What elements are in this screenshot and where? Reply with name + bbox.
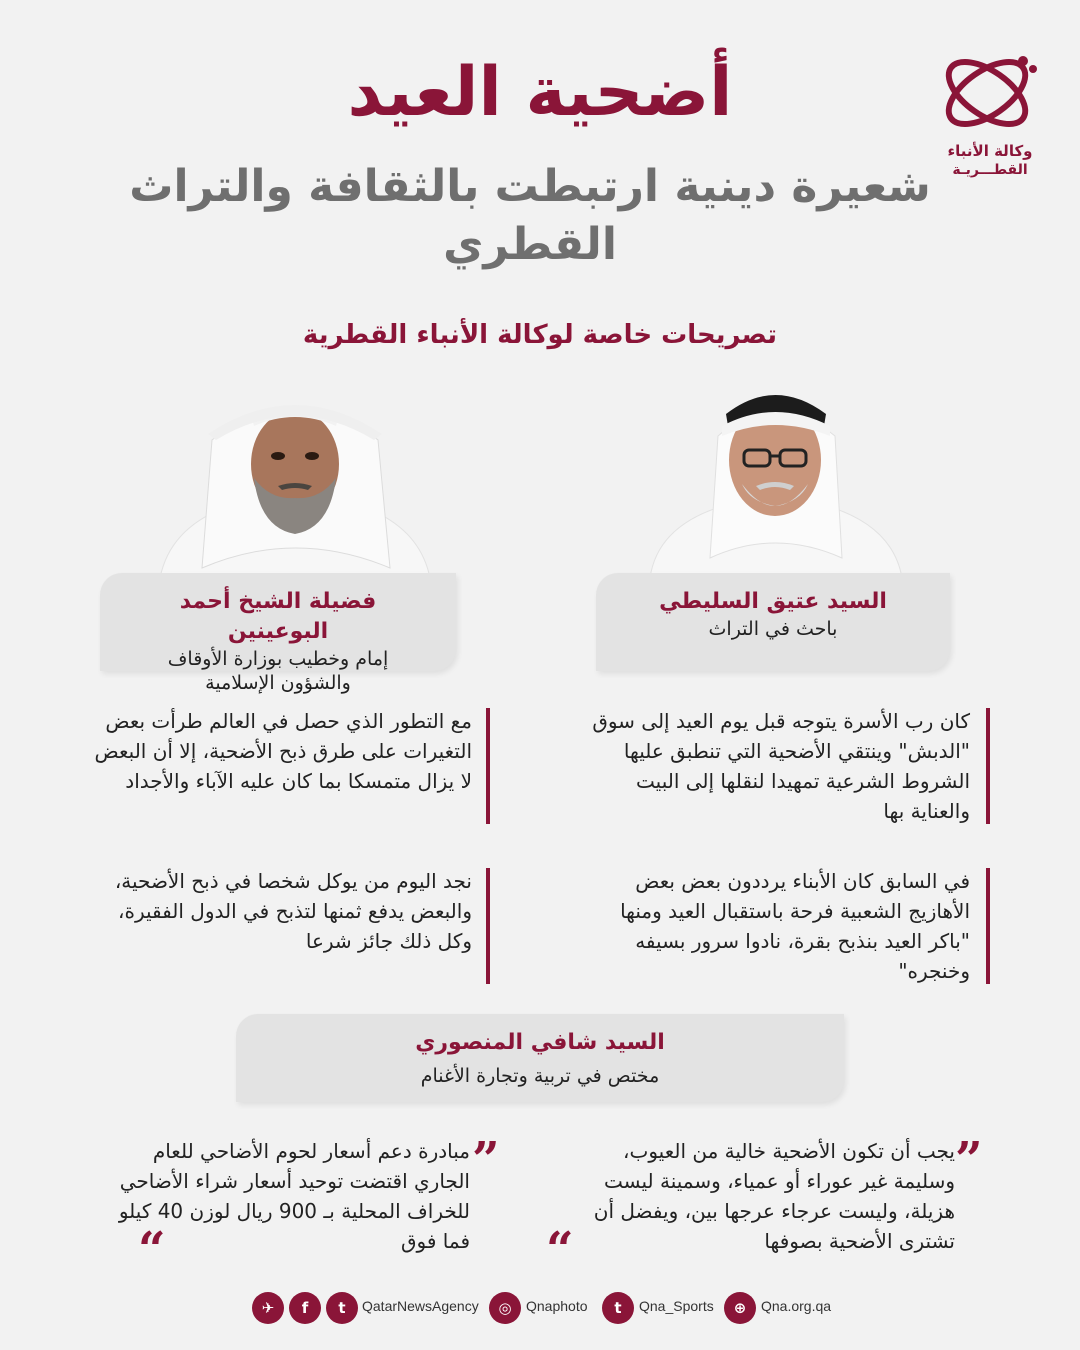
- quote-close-mark: “: [138, 1222, 166, 1278]
- section-label: تصريحات خاصة لوكالة الأنباء القطرية: [302, 320, 778, 350]
- quote-bar: [986, 868, 990, 984]
- speaker-name: فضيلة الشيخ أحمد البوعينين: [179, 589, 377, 644]
- speaker-role: إمام وخطيب بوزارة الأوقاف والشؤون الإسلامية: [167, 648, 389, 694]
- telegram-icon[interactable]: ✈: [252, 1292, 284, 1324]
- quote-bar: [486, 868, 490, 984]
- twitter-icon[interactable]: t: [602, 1292, 634, 1324]
- footer: [0, 1288, 1080, 1328]
- quote-left-1: مع التطور الذي حصل في العالم طرأت بعض التغيرات على طرق ذبح الأضحية، إلا أن البعض لا يزال متمسكا بما كان عليه الآباء والأجداد: [94, 709, 472, 793]
- quote-bar: [486, 708, 490, 824]
- instagram-icon[interactable]: ◎: [489, 1292, 521, 1324]
- logo-line-2: القطـــريـة: [952, 162, 1028, 178]
- quote-open-mark: ”: [955, 1132, 983, 1188]
- speaker-card-right: [596, 573, 950, 671]
- speaker-name: السيد عتيق السليطي: [659, 589, 887, 614]
- handle-sports[interactable]: Qna_Sports: [639, 1298, 714, 1314]
- quote-bar: [986, 708, 990, 824]
- handle-web[interactable]: Qna.org.qa: [761, 1298, 832, 1314]
- speaker-card-center: [236, 1014, 844, 1102]
- speaker-role: باحث في التراث: [708, 618, 838, 640]
- qna-logo-mark: [935, 45, 1045, 140]
- handle-main[interactable]: QatarNewsAgency: [362, 1298, 479, 1314]
- logo-line-1: وكالة الأنباء: [947, 142, 1033, 160]
- qna-logo: [935, 45, 1055, 185]
- speaker-role: مختص في تربية وتجارة الأغنام: [420, 1065, 660, 1087]
- quote-close-mark: “: [546, 1222, 574, 1278]
- main-title: أضحية العيد: [347, 53, 733, 132]
- portrait-left-speaker: [150, 378, 440, 578]
- portrait-right-speaker: [630, 378, 920, 578]
- handle-instagram[interactable]: Qnaphoto: [526, 1298, 588, 1314]
- quote-bottom-left: مبادرة دعم أسعار لحوم الأضاحي للعام الجاري اقتضت توحيد أسعار شراء الأضاحي للخراف المحلية بـ 900 ريال لوزن 40 كيلو فما فوق: [118, 1139, 470, 1253]
- globe-icon[interactable]: ⊕: [724, 1292, 756, 1324]
- speaker-name: السيد شافي المنصوري: [415, 1030, 665, 1055]
- quote-right-2: في السابق كان الأبناء يرددون بعض بعض الأهازيج الشعبية فرحة باستقبال العيد ومنها "باكر العيد بنذبح بقرة، نادوا سرور بسيفه وخنجره": [620, 869, 970, 983]
- twitter-icon[interactable]: t: [326, 1292, 358, 1324]
- quote-left-2: نجد اليوم من يوكل شخصا في ذبح الأضحية، والبعض يدفع ثمنها لتذبح في الدول الفقيرة، وكل ذلك جائز شرعا: [114, 869, 472, 953]
- subtitle: شعيرة دينية ارتبطت بالثقافة والتراث القطري: [129, 161, 931, 270]
- quote-bottom-right: يجب أن تكون الأضحية خالية من العيوب، وسليمة غير عوراء أو عمياء، وسمينة ليست هزيلة، وليست عرجاء عرجها بين، ويفضل أن تشترى الأضحية بصوفها: [593, 1139, 955, 1253]
- speaker-card-left: [100, 573, 456, 694]
- facebook-icon[interactable]: f: [289, 1292, 321, 1324]
- quote-right-1: كان رب الأسرة يتوجه قبل يوم العيد إلى سوق "الدبش" وينتقي الأضحية التي تنطبق عليها الشروط الشرعية تمهيدا لنقلها إلى البيت والعناية بها: [592, 709, 970, 823]
- quote-open-mark: ”: [472, 1132, 500, 1188]
